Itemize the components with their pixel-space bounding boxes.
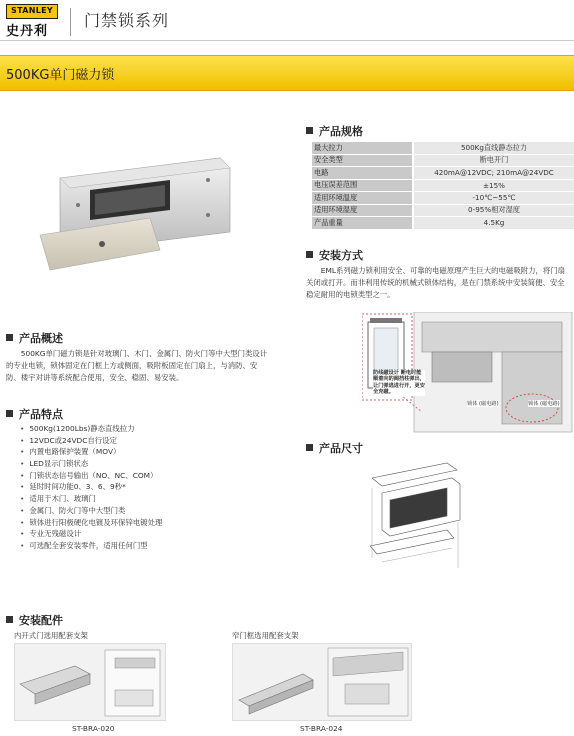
- features-heading: 产品特点: [6, 406, 63, 422]
- spec-key: 电路: [312, 167, 413, 180]
- bracket-photo-right: [232, 643, 412, 721]
- list-item: • 金属门、防火门等中大型门类: [20, 505, 162, 517]
- lock-body-label: 锁体 (磁电路): [467, 401, 499, 407]
- spec-value: 断电开门: [413, 154, 574, 167]
- spec-value: 0-95%相对湿度: [413, 204, 574, 217]
- list-item: • 锁体进行阳极硬化电镀及环保锌电镀处理: [20, 517, 162, 529]
- bracket-photo-left: [14, 643, 166, 721]
- overview-description: 500KG单门磁力锁是针对玻璃门、木门、金属门、防火门等中大型门类设计的专业电锁，锁体固定在门框上方或侧面，吸附板固定在门扇上，与消防、安防、楼宇对讲等系统配合使用，安全、稳固、易安装。: [6, 349, 268, 382]
- list-item: • 适用于木门、玻璃门: [20, 493, 162, 505]
- spec-key: 安全类型: [312, 154, 413, 167]
- table-row: [312, 192, 574, 205]
- left-bracket-caption: 内开式门选用配套支架: [14, 631, 88, 640]
- spec-value: 500Kg直线静态拉力: [413, 142, 574, 154]
- table-row: [312, 142, 574, 154]
- left-bracket-model: ST-BRA-020: [72, 724, 115, 733]
- spec-key: 适用环境湿度: [312, 204, 413, 217]
- series-title: 门禁锁系列: [84, 11, 170, 30]
- magnetic-lock-image: [30, 150, 270, 275]
- dimensions-heading: 产品尺寸: [306, 440, 363, 456]
- list-item: • LED显示门锁状态: [20, 458, 162, 470]
- l-bracket-image: [15, 644, 165, 720]
- list-item: • 门锁状态信号输出（NO、NC、COM）: [20, 470, 162, 482]
- table-row: [312, 154, 574, 167]
- list-item: • 延时时间功能0、3、6、9秒*: [20, 481, 162, 493]
- table-row: [312, 179, 574, 192]
- section-square-icon: [6, 410, 13, 417]
- section-square-icon: [306, 444, 313, 451]
- install-heading: 安装方式: [306, 247, 363, 263]
- list-item: • 可选配全套安装零件，适用任何门型: [20, 540, 162, 552]
- accessories-heading: 安装配件: [6, 612, 63, 628]
- list-item: • 专业无残磁设计: [20, 528, 162, 540]
- install-description: EML系列磁力锁利用安全、可靠的电磁原理产生巨大的电磁吸附力，将门扇关闭或打开。而非利用传统的机械式锁体结构，是在门禁系统中安装简便、安全稳定耐用的电锁类型之一。: [306, 266, 566, 299]
- overview-heading: 产品概述: [6, 330, 63, 346]
- section-square-icon: [6, 616, 13, 623]
- spec-key: 产品重量: [312, 217, 413, 230]
- install-callout: 防线磁设计 断电时能顺着向的阔挡柱弹出，让门弹逃进行开，更安全充磁。: [373, 370, 425, 396]
- z-bracket-image: [233, 644, 411, 720]
- list-item: • 12VDC或24VDC自行设定: [20, 435, 162, 447]
- product-title: 500KG单门磁力锁: [6, 68, 115, 83]
- spec-value: -10℃~55℃: [413, 192, 574, 205]
- table-row: [312, 167, 574, 180]
- section-square-icon: [306, 127, 313, 134]
- dimension-drawing: [362, 458, 462, 578]
- spec-value: ±15%: [413, 179, 574, 192]
- table-row: [312, 204, 574, 217]
- list-item: • 500Kg(1200Lbs)静态直线拉力: [20, 423, 162, 435]
- section-square-icon: [306, 251, 313, 258]
- spec-key: 电压误差范围: [312, 179, 413, 192]
- features-list: [20, 423, 162, 552]
- header-rule: [0, 40, 574, 41]
- spec-key: 适用环境温度: [312, 192, 413, 205]
- list-item: • 内置电路保护装置（MOV）: [20, 446, 162, 458]
- table-row: [312, 217, 574, 230]
- spec-key: 最大拉力: [312, 142, 413, 154]
- section-square-icon: [6, 334, 13, 341]
- lock-body-label-2: 锁体 (磁电路): [528, 401, 560, 407]
- brand-name: 史丹利: [6, 24, 49, 39]
- right-bracket-model: ST-BRA-024: [300, 724, 343, 733]
- specs-heading: 产品规格: [306, 123, 363, 139]
- spec-value: 4.5Kg: [413, 217, 574, 230]
- specs-table: [312, 142, 574, 230]
- spec-value: 420mA@12VDC; 210mA@24VDC: [413, 167, 574, 180]
- header-divider: [70, 8, 71, 36]
- right-bracket-caption: 窄门框选用配套支架: [232, 631, 299, 640]
- logo-text: STANLEY: [11, 6, 53, 15]
